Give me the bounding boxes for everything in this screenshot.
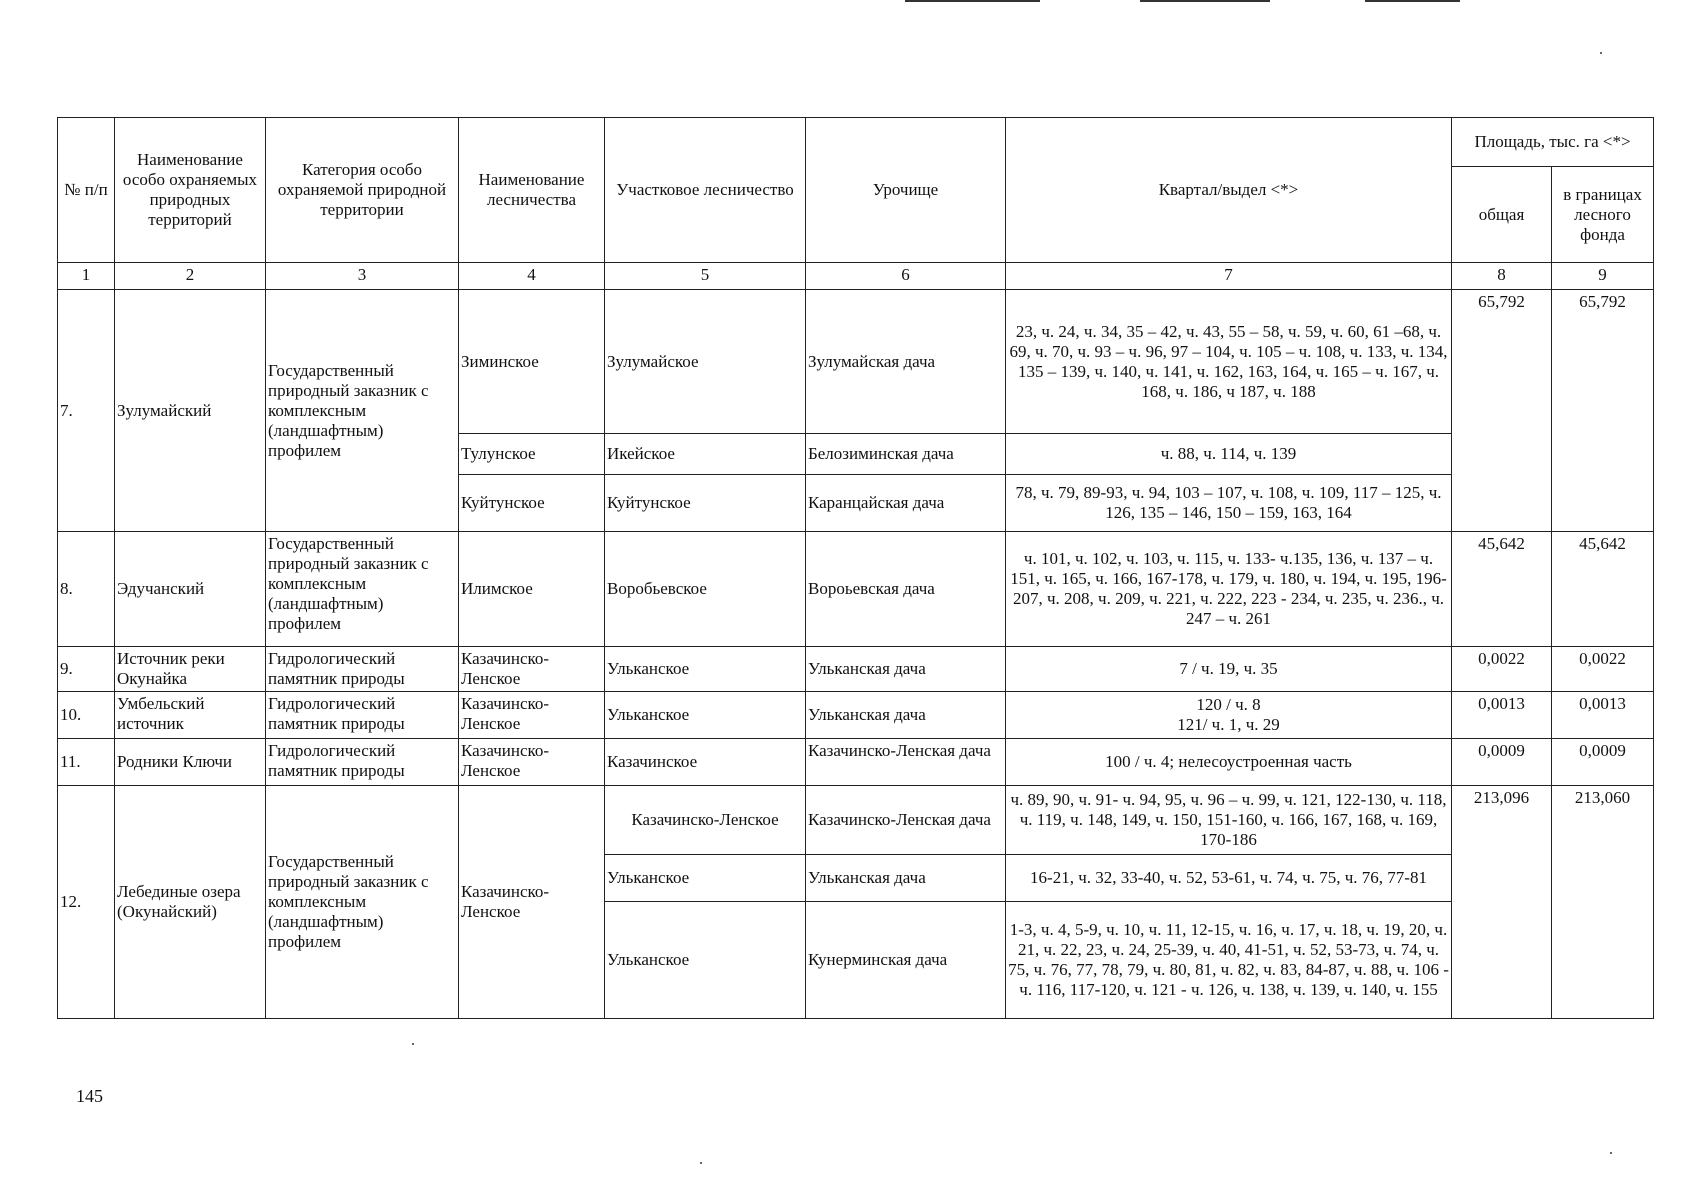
row-district: Ульканское xyxy=(605,692,806,739)
quarter-line: 120 / ч. 8 xyxy=(1196,695,1261,714)
row-num: 9. xyxy=(58,647,115,692)
row-quarter: ч. 88, ч. 114, ч. 139 xyxy=(1006,434,1452,475)
col-number: 3 xyxy=(266,263,459,290)
row-forestry: Казачинско-Ленское xyxy=(459,647,605,692)
row-area-forest: 0,0022 xyxy=(1552,647,1654,692)
col-number: 5 xyxy=(605,263,806,290)
row-num: 11. xyxy=(58,739,115,786)
row-num: 10. xyxy=(58,692,115,739)
table-row xyxy=(58,532,1654,647)
row-tract: Казачинско-Ленская дача xyxy=(806,739,1006,786)
row-district: Куйтунское xyxy=(605,475,806,532)
row-category: Гидрологический памятник природы xyxy=(266,692,459,739)
row-area-total: 0,0022 xyxy=(1452,647,1552,692)
row-tract: Вороьевская дача xyxy=(806,532,1006,647)
row-quarter: 78, ч. 79, 89-93, ч. 94, 103 – 107, ч. 108, ч. 109, 117 – 125, ч. 126, 135 – 146, 150 – 159, 163, 164 xyxy=(1006,475,1452,532)
row-forestry: Казачинско-Ленское xyxy=(459,739,605,786)
row-name: Зулумайский xyxy=(115,290,266,532)
row-forestry: Тулунское xyxy=(459,434,605,475)
row-area-forest: 65,792 xyxy=(1552,290,1654,532)
col-number: 1 xyxy=(58,263,115,290)
row-district: Ульканское xyxy=(605,902,806,1019)
header-district: Участковое лесничество xyxy=(605,118,806,263)
row-area-total: 65,792 xyxy=(1452,290,1552,532)
row-tract: Ульканская дача xyxy=(806,647,1006,692)
row-area-total: 45,642 xyxy=(1452,532,1552,647)
row-tract: Зулумайская дача xyxy=(806,290,1006,434)
row-category: Государственный природный заказник с комплексным (ландшафтным) профилем xyxy=(266,532,459,647)
row-name: Родники Ключи xyxy=(115,739,266,786)
col-number: 8 xyxy=(1452,263,1552,290)
row-district: Воробьевское xyxy=(605,532,806,647)
table-row xyxy=(58,692,1654,739)
table-header-row xyxy=(58,118,1654,167)
header-area-total: общая xyxy=(1452,167,1552,263)
column-number-row xyxy=(58,263,1654,290)
row-tract: Ульканская дача xyxy=(806,855,1006,902)
row-tract: Белозиминская дача xyxy=(806,434,1006,475)
col-number: 9 xyxy=(1552,263,1654,290)
row-category: Гидрологический памятник природы xyxy=(266,739,459,786)
row-forestry: Зиминское xyxy=(459,290,605,434)
header-quarter: Квартал/выдел <*> xyxy=(1006,118,1452,263)
row-name: Умбельский источник xyxy=(115,692,266,739)
header-forestry: Наименование лесничества xyxy=(459,118,605,263)
scan-artifact-line xyxy=(1140,0,1270,2)
table-row xyxy=(58,647,1654,692)
row-category: Государственный природный заказник с комплексным (ландшафтным) профилем xyxy=(266,786,459,1019)
row-num: 8. xyxy=(58,532,115,647)
header-tract: Урочище xyxy=(806,118,1006,263)
row-area-total: 213,096 xyxy=(1452,786,1552,1019)
row-area-total: 0,0009 xyxy=(1452,739,1552,786)
row-num: 12. xyxy=(58,786,115,1019)
row-quarter: 23, ч. 24, ч. 34, 35 – 42, ч. 43, 55 – 58, ч. 59, ч. 60, 61 –68, ч. 69, ч. 70, ч. 93 – ч. 96, 97 – 104, ч. 105 – ч. 108, ч. 133, ч. 134, 135 – 139, ч. 140, ч. 141, ч. 162, 163, 164, ч. 165 – ч. 167, ч. 168, ч. 186, ч 187, ч. 188 xyxy=(1006,290,1452,434)
table-row xyxy=(58,786,1654,855)
scan-artifact-line xyxy=(905,0,1040,2)
header-area: Площадь, тыс. га <*> xyxy=(1452,118,1654,167)
page-number: 145 xyxy=(76,1086,103,1106)
header-category: Категория особо охраняемой природной территории xyxy=(266,118,459,263)
row-district: Зулумайское xyxy=(605,290,806,434)
row-forestry: Казачинско-Ленское xyxy=(459,692,605,739)
protected-areas-table xyxy=(57,117,1654,1019)
scan-speck xyxy=(1600,52,1602,54)
row-quarter: 16-21, ч. 32, 33-40, ч. 52, 53-61, ч. 74, ч. 75, ч. 76, 77-81 xyxy=(1006,855,1452,902)
row-area-forest: 45,642 xyxy=(1552,532,1654,647)
row-tract: Ульканская дача xyxy=(806,692,1006,739)
row-district: Икейское xyxy=(605,434,806,475)
row-name: Лебединые озера (Окунайский) xyxy=(115,786,266,1019)
col-number: 4 xyxy=(459,263,605,290)
row-tract: Казачинско-Ленская дача xyxy=(806,786,1006,855)
quarter-line: 121/ ч. 1, ч. 29 xyxy=(1177,715,1280,734)
row-district: Казачинское xyxy=(605,739,806,786)
row-tract: Кунерминская дача xyxy=(806,902,1006,1019)
scan-artifact-line xyxy=(1365,0,1460,2)
row-num: 7. xyxy=(58,290,115,532)
row-quarter: 100 / ч. 4; нелесоустроенная часть xyxy=(1006,739,1452,786)
table-row xyxy=(58,739,1654,786)
scan-speck xyxy=(1610,1152,1612,1154)
row-area-forest: 0,0009 xyxy=(1552,739,1654,786)
row-area-forest: 213,060 xyxy=(1552,786,1654,1019)
scan-speck xyxy=(700,1162,702,1164)
col-number: 7 xyxy=(1006,263,1452,290)
row-quarter: ч. 89, 90, ч. 91- ч. 94, 95, ч. 96 – ч. 99, ч. 121, 122-130, ч. 118, ч. 119, ч. 148, 149, ч. 150, 151-160, ч. 166, 167, 168, ч. 169, 170-186 xyxy=(1006,786,1452,855)
header-area-forest: в границах лесного фонда xyxy=(1552,167,1654,263)
row-quarter: ч. 101, ч. 102, ч. 103, ч. 115, ч. 133- ч.135, 136, ч. 137 – ч. 151, ч. 165, ч. 166, 167-178, ч. 179, ч. 180, ч. 194, ч. 195, 196-207, ч. 208, ч. 209, ч. 221, ч. 222, 223 - 234, ч. 235, ч. 236., ч. 247 – ч. 261 xyxy=(1006,532,1452,647)
table-row xyxy=(58,290,1654,434)
row-quarter: 1-3, ч. 4, 5-9, ч. 10, ч. 11, 12-15, ч. 16, ч. 17, ч. 18, ч. 19, 20, ч. 21, ч. 22, 23, ч. 24, 25-39, ч. 40, 41-51, ч. 52, 53-73, ч. 74, ч. 75, ч. 76, 77, 78, 79, ч. 80, 81, ч. 82, ч. 83, 84-87, ч. 88, ч. 106 - ч. 116, 117-120, ч. 121 - ч. 126, ч. 138, ч. 139, ч. 140, ч. 155 xyxy=(1006,902,1452,1019)
row-category: Гидрологический памятник природы xyxy=(266,647,459,692)
row-name: Источник реки Окунайка xyxy=(115,647,266,692)
row-area-total: 0,0013 xyxy=(1452,692,1552,739)
row-forestry: Илимское xyxy=(459,532,605,647)
row-area-forest: 0,0013 xyxy=(1552,692,1654,739)
row-district: Ульканское xyxy=(605,855,806,902)
row-district: Ульканское xyxy=(605,647,806,692)
row-name: Эдучанский xyxy=(115,532,266,647)
row-quarter xyxy=(1006,692,1452,739)
col-number: 6 xyxy=(806,263,1006,290)
header-name: Наименование особо охраняемых природных территорий xyxy=(115,118,266,263)
row-category: Государственный природный заказник с комплексным (ландшафтным) профилем xyxy=(266,290,459,532)
header-num: № п/п xyxy=(58,118,115,263)
row-quarter: 7 / ч. 19, ч. 35 xyxy=(1006,647,1452,692)
row-forestry: Куйтунское xyxy=(459,475,605,532)
col-number: 2 xyxy=(115,263,266,290)
row-district: Казачинско-Ленское xyxy=(605,786,806,855)
row-forestry: Казачинско-Ленское xyxy=(459,786,605,1019)
row-tract: Каранцайская дача xyxy=(806,475,1006,532)
scan-speck xyxy=(412,1043,414,1045)
